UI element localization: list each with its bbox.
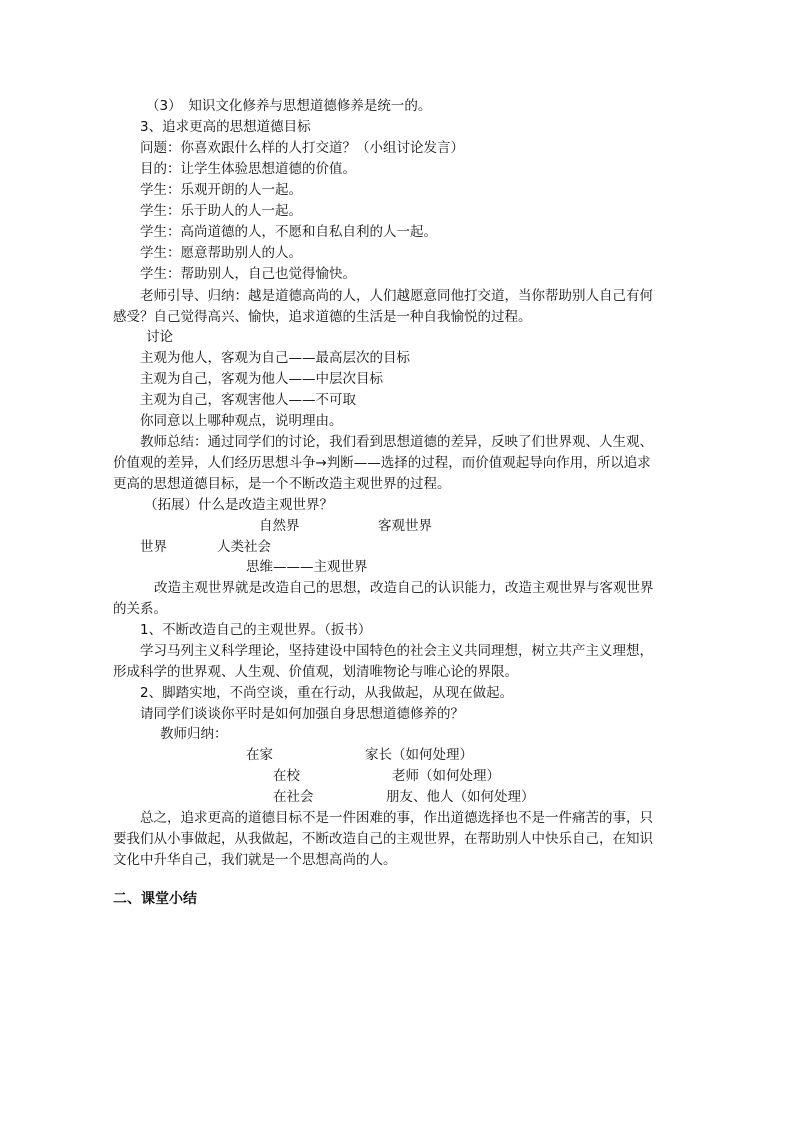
- diagram-label: 客观世界: [378, 518, 432, 534]
- diagram-label: 自然界: [259, 518, 300, 534]
- table-cell: 在校: [273, 768, 300, 784]
- text-line: 主观为自己，客观害他人——不可取: [140, 392, 356, 408]
- text-line: 改造主观世界就是改造自己的思想，改造自己的认识能力，改造主观世界与客观世界: [154, 580, 654, 596]
- text-line: 感受？自己觉得高兴、愉快，追求道德的生活是一种自我愉悦的过程。: [113, 309, 532, 325]
- diagram-label: 世界: [140, 539, 167, 555]
- text-line: 目的：让学生体验思想道德的价值。: [140, 161, 356, 177]
- text-line: 总之，追求更高的道德目标不是一件困难的事，作出道德选择也不是一件痛苦的事，只: [140, 810, 653, 826]
- text-line: 请同学们谈谈你平时是如何加强自身思想道德修养的？: [140, 706, 464, 722]
- text-line: 主观为他人，客观为自己——最高层次的目标: [140, 350, 410, 366]
- text-line: 学生：高尚道德的人，不愿和自私自利的人一起。: [140, 224, 437, 240]
- text-line: 学生：乐观开朗的人一起。: [140, 182, 302, 198]
- text-line: 价值观的差异，人们经历思想斗争→判断——选择的过程，而价值观起导向作用，所以追求: [113, 455, 651, 471]
- text-line: 2、脚踏实地，不尚空谈，重在行动，从我做起，从现在做起。: [140, 685, 514, 701]
- text-line: 学生：愿意帮助别人的人。: [140, 245, 302, 261]
- table-cell: 在家: [246, 747, 273, 763]
- text-line: 老师引导、归纳：越是道德高尚的人，人们越愿意同他打交道，当你帮助别人自己有何: [140, 288, 653, 304]
- text-line: 文化中升华自己，我们就是一个思想高尚的人。: [113, 852, 397, 868]
- table-cell: 朋友、他人（如何处理）: [386, 789, 535, 805]
- table-cell: 在社会: [273, 789, 314, 805]
- text-line: 问题：你喜欢跟什么样的人打交道？（小组讨论发言）: [140, 140, 464, 156]
- diagram-label: 思维———主观世界: [246, 559, 368, 575]
- diagram-label: 人类社会: [217, 539, 271, 555]
- section-heading: 二、课堂小结: [113, 891, 197, 907]
- text-line: （3） 知识文化修养与思想道德修养是统一的。: [146, 98, 432, 114]
- text-line: 学习马列主义科学理论，坚持建设中国特色的社会主义共同理想，树立共产主义理想，: [140, 643, 653, 659]
- text-line: 教师总结：通过同学们的讨论，我们看到思想道德的差异，反映了们世界观、人生观、: [140, 434, 653, 450]
- text-line: 学生：乐于助人的人一起。: [140, 203, 302, 219]
- text-line: 更高的思想道德目标，是一个不断改造主观世界的过程。: [113, 476, 451, 492]
- text-line: 你同意以上哪种观点，说明理由。: [140, 413, 343, 429]
- text-line: 要我们从小事做起，从我做起，不断改造自己的主观世界，在帮助别人中快乐自己，在知识: [113, 831, 653, 847]
- text-line: 主观为自己，客观为他人——中层次目标: [140, 371, 383, 387]
- table-cell: 老师（如何处理）: [392, 768, 500, 784]
- subsection-title: 3、追求更高的思想道德目标: [140, 119, 311, 135]
- text-line: 1、不断改造自己的主观世界。（扳书）: [140, 622, 372, 638]
- text-line: 的关系。: [113, 601, 167, 617]
- text-line: （拓展）什么是改造主观世界？: [144, 497, 333, 513]
- text-line: 教师归纳：: [160, 726, 228, 742]
- text-line: 学生：帮助别人，自己也觉得愉快。: [140, 266, 356, 282]
- table-cell: 家长（如何处理）: [365, 747, 473, 763]
- text-line: 讨论: [146, 329, 173, 345]
- text-line: 形成科学的世界观、人生观、价值观，划清唯物论与唯心论的界限。: [113, 664, 518, 680]
